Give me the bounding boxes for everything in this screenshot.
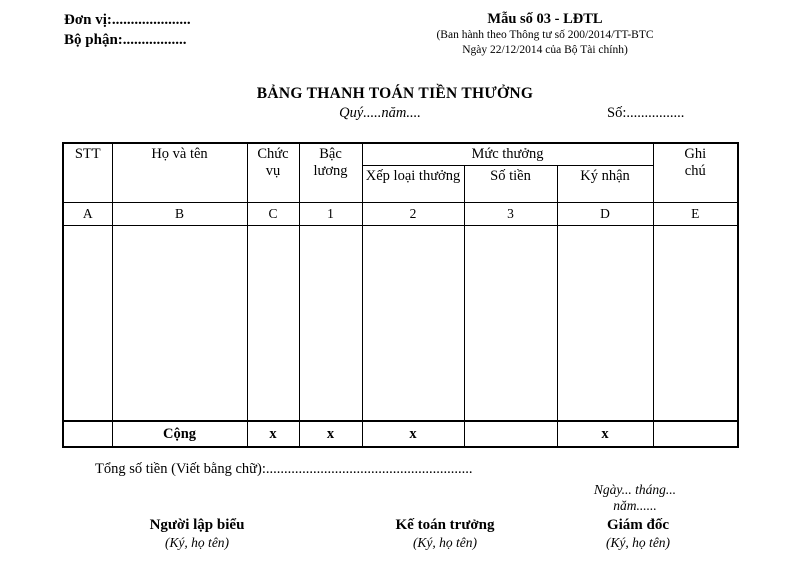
form-number: Mẫu số 03 - LĐTL	[487, 11, 603, 27]
col-header-stt: STT	[63, 143, 112, 202]
empty-cell	[362, 225, 464, 421]
code-cell-b: B	[112, 202, 247, 225]
empty-entry-rows	[63, 225, 738, 421]
form-issuance-line1: (Ban hành theo Thông tư số 200/2014/TT-BTC	[436, 29, 654, 41]
total-amount-in-words: Tổng số tiền (Viết bằng chữ):.........................................................	[95, 461, 473, 477]
code-cell-a: A	[63, 202, 112, 225]
empty-cell	[247, 225, 299, 421]
col-header-amount: Số tiền	[464, 165, 557, 202]
code-cell-3: 3	[464, 202, 557, 225]
total-cell-stt	[63, 421, 112, 447]
total-row	[63, 421, 738, 447]
signature-preparer-title: Người lập biểu	[149, 517, 245, 533]
code-cell-e: E	[653, 202, 738, 225]
code-cell-2: 2	[362, 202, 464, 225]
date-line-2: năm......	[613, 498, 657, 513]
col-header-note	[653, 143, 738, 202]
col-header-position: Chức vụ	[247, 143, 299, 202]
empty-cell	[557, 225, 653, 421]
unit-label: Đơn vị:.....................	[64, 12, 191, 28]
total-cell-salary-grade: x	[299, 421, 362, 447]
empty-cell	[63, 225, 112, 421]
empty-cell	[112, 225, 247, 421]
org-block	[64, 10, 191, 50]
department-label: Bộ phận:.................	[64, 32, 187, 48]
col-header-bonus-group: Mức thưởng	[362, 143, 653, 165]
code-cell-1: 1	[299, 202, 362, 225]
total-cell-position: x	[247, 421, 299, 447]
total-label: Cộng	[112, 421, 247, 447]
signature-preparer	[150, 516, 245, 551]
form-issuance-line2: Ngày 22/12/2014 của Bộ Tài chính)	[462, 44, 628, 56]
note-header-text: Ghi chú	[684, 146, 707, 179]
date-block	[594, 482, 676, 514]
col-header-name: Họ và tên	[112, 143, 247, 202]
signature-chief-accountant-title: Kế toán trưởng	[395, 517, 495, 533]
period-line: Quý.....năm....	[339, 105, 421, 121]
form-reference-block	[420, 10, 670, 58]
col-header-salary-grade: Bậc lương	[299, 143, 362, 202]
signature-director-note: (Ký, họ tên)	[605, 535, 671, 550]
empty-cell	[653, 225, 738, 421]
signature-chief-accountant-note: (Ký, họ tên)	[412, 535, 478, 550]
signature-preparer-note: (Ký, họ tên)	[164, 535, 230, 550]
date-line-1: Ngày... tháng...	[593, 482, 677, 497]
total-cell-bonus-rank: x	[362, 421, 464, 447]
col-header-signature: Ký nhận	[557, 165, 653, 202]
col-header-bonus-rank: Xếp loại thưởng	[362, 165, 464, 202]
empty-cell	[299, 225, 362, 421]
document-number: Số:................	[607, 105, 685, 121]
page-title: BẢNG THANH TOÁN TIỀN THƯỞNG	[256, 85, 534, 102]
signature-director-title: Giám đốc	[606, 517, 670, 533]
total-cell-amount	[464, 421, 557, 447]
column-code-row	[63, 202, 738, 225]
signature-director	[606, 516, 670, 551]
signature-chief-accountant	[396, 516, 495, 551]
total-cell-note	[653, 421, 738, 447]
code-cell-d: D	[557, 202, 653, 225]
bonus-table	[62, 142, 739, 448]
empty-cell	[464, 225, 557, 421]
total-cell-signature: x	[557, 421, 653, 447]
code-cell-c: C	[247, 202, 299, 225]
